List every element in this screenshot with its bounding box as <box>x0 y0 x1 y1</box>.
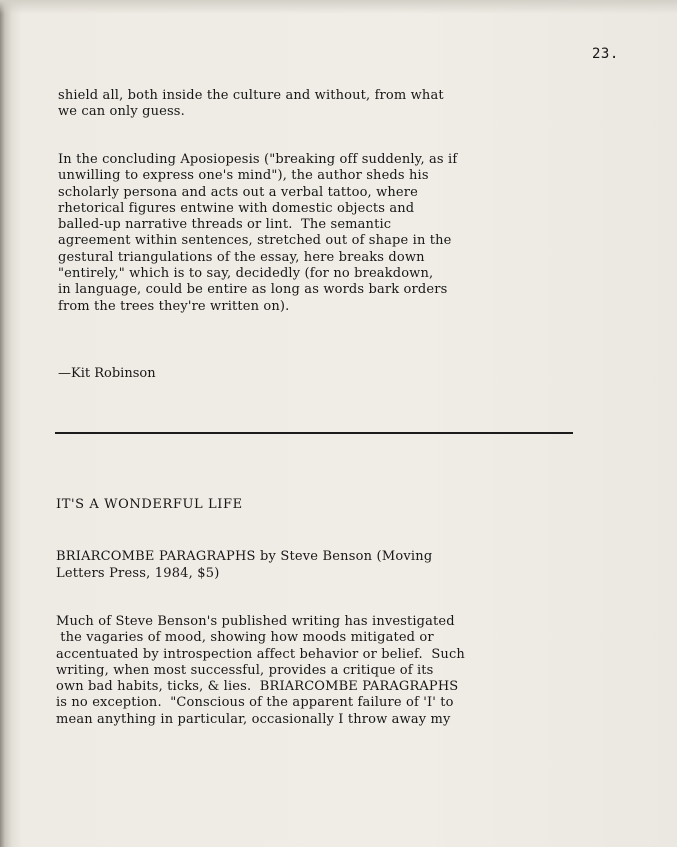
section-divider-rule <box>55 432 573 434</box>
review-title: IT'S A WONDERFUL LIFE <box>56 497 243 512</box>
page-top-shadow <box>0 0 677 14</box>
review-paragraph-aposiopesis: In the concluding Aposiopesis ("breaking off suddenly, as if unwilling to express one's mind"), the author sheds his scholarly persona and acts out a verbal tattoo, where rhetorical figures entwine with domestic objects and balled-up narrative threads or lint. The semantic agreement within sentences, stretched out of shape in the gestural triangulations of the essay, here breaks down "entirely," which is to say, decidedly (for no breakdown, in language, could be entire as long as words bark orders from the trees they're written on). <box>58 152 458 314</box>
review-paragraph-continued: shield all, both inside the culture and without, from what we can only guess. <box>58 88 444 120</box>
book-citation: BRIARCOMBE PARAGRAPHS by Steve Benson (Moving Letters Press, 1984, $5) <box>56 549 433 581</box>
review-signature: —Kit Robinson <box>58 366 156 381</box>
page-number: 23. <box>592 46 619 62</box>
review-paragraph-opening: Much of Steve Benson's published writing has investigated the vagaries of mood, showing how moods mitigated or accentuated by introspection affect behavior or belief. Such writing, when most successful, provides a critique of its own bad habits, ticks, & lies. BRIARCOMBE PARAGRAPHS is no exception. "Conscious of the apparent failure of 'I' to mean anything in particular, occasionally I throw away my <box>56 614 465 727</box>
